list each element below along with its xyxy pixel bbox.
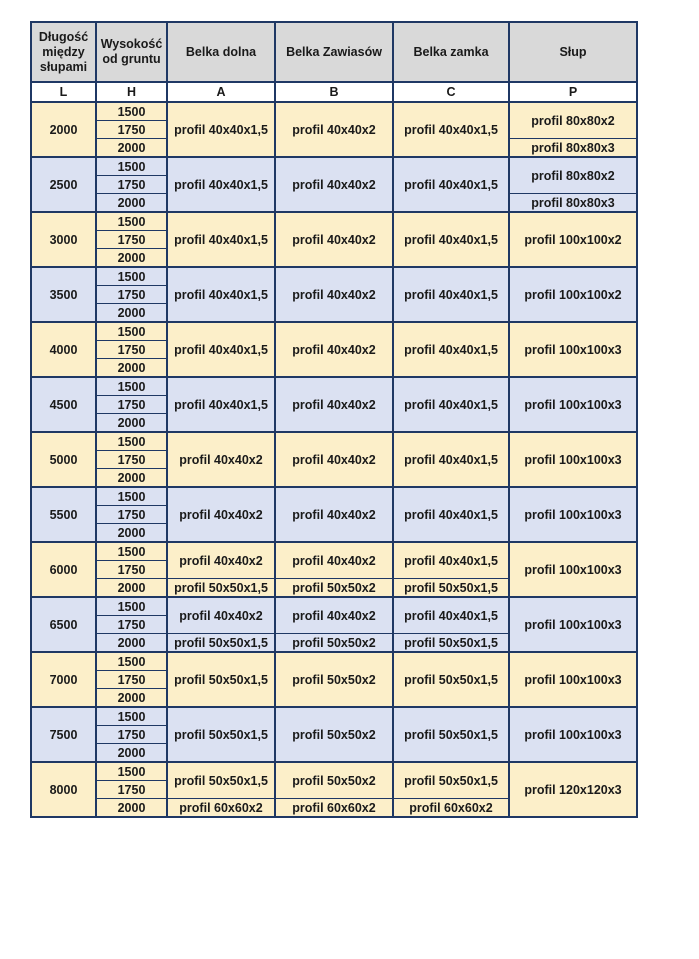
hinge-beam-cell: profil 40x40x2	[275, 432, 393, 487]
height-cell: 2000	[96, 414, 167, 433]
height-cell: 2000	[96, 799, 167, 818]
height-cell: 1500	[96, 377, 167, 396]
header-post: Słup	[509, 22, 637, 82]
table-row	[31, 707, 637, 726]
table-row	[31, 652, 637, 671]
bottom-beam-cell: profil 50x50x1,5	[167, 762, 275, 799]
table-row-group	[31, 377, 637, 432]
post-cell: profil 80x80x2	[509, 157, 637, 194]
post-cell: profil 100x100x3	[509, 432, 637, 487]
post-cell: profil 100x100x3	[509, 377, 637, 432]
height-cell: 1750	[96, 121, 167, 139]
hinge-beam-cell: profil 50x50x2	[275, 634, 393, 653]
bottom-beam-cell: profil 40x40x2	[167, 542, 275, 579]
bottom-beam-cell: profil 40x40x1,5	[167, 157, 275, 212]
post-cell: profil 80x80x3	[509, 139, 637, 158]
length-cell: 4500	[31, 377, 96, 432]
hinge-beam-cell: profil 40x40x2	[275, 157, 393, 212]
post-cell: profil 100x100x3	[509, 322, 637, 377]
table-row-group	[31, 762, 637, 817]
hinge-beam-cell: profil 40x40x2	[275, 542, 393, 579]
header-length-between-posts: Długość między słupami	[31, 22, 96, 82]
height-cell: 1750	[96, 506, 167, 524]
table-row-group	[31, 432, 637, 487]
post-cell: profil 100x100x3	[509, 597, 637, 652]
bottom-beam-cell: profil 40x40x1,5	[167, 102, 275, 157]
lock-beam-cell: profil 50x50x1,5	[393, 707, 509, 762]
lock-beam-cell: profil 50x50x1,5	[393, 762, 509, 799]
letter-C: C	[393, 82, 509, 102]
lock-beam-cell: profil 50x50x1,5	[393, 634, 509, 653]
length-cell: 5500	[31, 487, 96, 542]
lock-beam-cell: profil 40x40x1,5	[393, 487, 509, 542]
bottom-beam-cell: profil 50x50x1,5	[167, 707, 275, 762]
height-cell: 1500	[96, 432, 167, 451]
lock-beam-cell: profil 50x50x1,5	[393, 652, 509, 707]
height-cell: 1500	[96, 322, 167, 341]
table-row-group	[31, 487, 637, 542]
lock-beam-cell: profil 40x40x1,5	[393, 377, 509, 432]
height-cell: 2000	[96, 304, 167, 323]
height-cell: 1500	[96, 157, 167, 176]
height-cell: 2000	[96, 359, 167, 378]
header-hinge-beam: Belka Zawiasów	[275, 22, 393, 82]
hinge-beam-cell: profil 40x40x2	[275, 267, 393, 322]
height-cell: 2000	[96, 579, 167, 598]
height-cell: 1500	[96, 597, 167, 616]
letter-A: A	[167, 82, 275, 102]
height-cell: 2000	[96, 689, 167, 708]
height-cell: 1750	[96, 231, 167, 249]
bottom-beam-cell: profil 50x50x1,5	[167, 634, 275, 653]
table-row-group	[31, 102, 637, 157]
header-lock-beam: Belka zamka	[393, 22, 509, 82]
table-row-group	[31, 597, 637, 652]
height-cell: 1750	[96, 286, 167, 304]
hinge-beam-cell: profil 40x40x2	[275, 322, 393, 377]
length-cell: 8000	[31, 762, 96, 817]
length-cell: 7000	[31, 652, 96, 707]
lock-beam-cell: profil 40x40x1,5	[393, 597, 509, 634]
post-cell: profil 100x100x3	[509, 542, 637, 597]
table-row	[31, 157, 637, 176]
hinge-beam-cell: profil 50x50x2	[275, 707, 393, 762]
bottom-beam-cell: profil 40x40x1,5	[167, 267, 275, 322]
height-cell: 2000	[96, 249, 167, 268]
table-row	[31, 322, 637, 341]
post-cell: profil 100x100x2	[509, 212, 637, 267]
bottom-beam-cell: profil 50x50x1,5	[167, 652, 275, 707]
bottom-beam-cell: profil 50x50x1,5	[167, 579, 275, 598]
table-row-group	[31, 267, 637, 322]
lock-beam-cell: profil 40x40x1,5	[393, 432, 509, 487]
post-cell: profil 120x120x3	[509, 762, 637, 817]
hinge-beam-cell: profil 40x40x2	[275, 377, 393, 432]
hinge-beam-cell: profil 40x40x2	[275, 102, 393, 157]
header-height-from-ground: Wysokość od gruntu	[96, 22, 167, 82]
height-cell: 1500	[96, 652, 167, 671]
lock-beam-cell: profil 40x40x1,5	[393, 542, 509, 579]
height-cell: 2000	[96, 139, 167, 158]
letter-B: B	[275, 82, 393, 102]
length-cell: 3000	[31, 212, 96, 267]
bottom-beam-cell: profil 40x40x1,5	[167, 377, 275, 432]
height-cell: 1750	[96, 616, 167, 634]
letter-H: H	[96, 82, 167, 102]
table-row-group	[31, 322, 637, 377]
lock-beam-cell: profil 40x40x1,5	[393, 322, 509, 377]
hinge-beam-cell: profil 50x50x2	[275, 762, 393, 799]
hinge-beam-cell: profil 50x50x2	[275, 652, 393, 707]
height-cell: 2000	[96, 524, 167, 543]
height-cell: 1500	[96, 102, 167, 121]
height-cell: 1500	[96, 267, 167, 286]
table-row	[31, 597, 637, 616]
post-cell: profil 80x80x3	[509, 194, 637, 213]
height-cell: 1500	[96, 212, 167, 231]
height-cell: 1750	[96, 176, 167, 194]
height-cell: 2000	[96, 634, 167, 653]
letter-L: L	[31, 82, 96, 102]
length-cell: 2000	[31, 102, 96, 157]
height-cell: 1500	[96, 542, 167, 561]
table-row	[31, 212, 637, 231]
post-cell: profil 100x100x3	[509, 707, 637, 762]
lock-beam-cell: profil 50x50x1,5	[393, 579, 509, 598]
table-row	[31, 432, 637, 451]
hinge-beam-cell: profil 40x40x2	[275, 212, 393, 267]
height-cell: 1750	[96, 396, 167, 414]
post-cell: profil 100x100x3	[509, 652, 637, 707]
table-row	[31, 542, 637, 561]
table-row-group	[31, 157, 637, 212]
height-cell: 1750	[96, 561, 167, 579]
lock-beam-cell: profil 40x40x1,5	[393, 102, 509, 157]
length-cell: 5000	[31, 432, 96, 487]
height-cell: 1750	[96, 781, 167, 799]
table-row	[31, 762, 637, 781]
bottom-beam-cell: profil 40x40x2	[167, 487, 275, 542]
bottom-beam-cell: profil 40x40x1,5	[167, 322, 275, 377]
bottom-beam-cell: profil 60x60x2	[167, 799, 275, 818]
height-cell: 2000	[96, 469, 167, 488]
hinge-beam-cell: profil 40x40x2	[275, 597, 393, 634]
length-cell: 6500	[31, 597, 96, 652]
table-row-group	[31, 542, 637, 597]
lock-beam-cell: profil 40x40x1,5	[393, 267, 509, 322]
table-row	[31, 102, 637, 121]
height-cell: 2000	[96, 744, 167, 763]
profile-spec-table	[30, 21, 638, 818]
post-cell: profil 100x100x2	[509, 267, 637, 322]
post-cell: profil 80x80x2	[509, 102, 637, 139]
bottom-beam-cell: profil 40x40x1,5	[167, 212, 275, 267]
table-row	[31, 267, 637, 286]
length-cell: 6000	[31, 542, 96, 597]
height-cell: 1750	[96, 341, 167, 359]
height-cell: 1500	[96, 487, 167, 506]
height-cell: 1750	[96, 726, 167, 744]
height-cell: 1750	[96, 671, 167, 689]
table-row-group	[31, 707, 637, 762]
height-cell: 1500	[96, 762, 167, 781]
length-cell: 7500	[31, 707, 96, 762]
table-row-group	[31, 652, 637, 707]
lock-beam-cell: profil 40x40x1,5	[393, 157, 509, 212]
height-cell: 1750	[96, 451, 167, 469]
lock-beam-cell: profil 60x60x2	[393, 799, 509, 818]
table-row-group	[31, 212, 637, 267]
post-cell: profil 100x100x3	[509, 487, 637, 542]
hinge-beam-cell: profil 50x50x2	[275, 579, 393, 598]
letter-P: P	[509, 82, 637, 102]
hinge-beam-cell: profil 40x40x2	[275, 487, 393, 542]
height-cell: 2000	[96, 194, 167, 213]
bottom-beam-cell: profil 40x40x2	[167, 432, 275, 487]
table-row	[31, 377, 637, 396]
bottom-beam-cell: profil 40x40x2	[167, 597, 275, 634]
height-cell: 1500	[96, 707, 167, 726]
table-row	[31, 487, 637, 506]
hinge-beam-cell: profil 60x60x2	[275, 799, 393, 818]
length-cell: 2500	[31, 157, 96, 212]
length-cell: 4000	[31, 322, 96, 377]
length-cell: 3500	[31, 267, 96, 322]
lock-beam-cell: profil 40x40x1,5	[393, 212, 509, 267]
header-bottom-beam: Belka dolna	[167, 22, 275, 82]
